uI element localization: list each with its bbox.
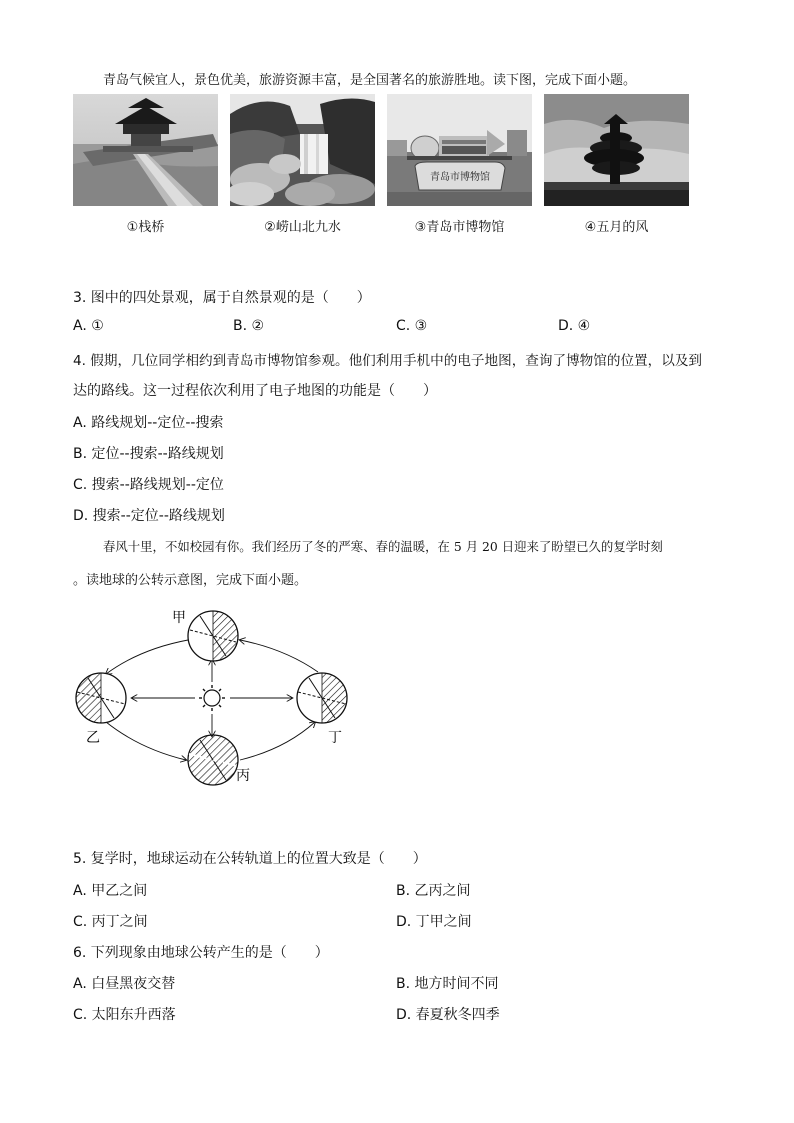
photo-caption-3: ③青岛市博物馆: [414, 220, 505, 235]
q5-option-b[interactable]: B. 乙丙之间: [396, 883, 471, 899]
label-ding: 丁: [328, 730, 342, 746]
earth-position-yi: [76, 673, 126, 723]
question-3-stem: 3. 图中的四处景观，属于自然景观的是（ ）: [73, 290, 371, 306]
photo-caption-2: ②崂山北九水: [264, 220, 341, 235]
q4-option-a[interactable]: A. 路线规划--定位--搜索: [73, 415, 224, 431]
museum-sign-text: 青岛市博物馆: [430, 172, 490, 183]
earth-position-jia: [188, 611, 238, 661]
label-bing: 丙: [236, 768, 250, 784]
sun-icon: [199, 685, 225, 711]
q3-option-c[interactable]: C. ③: [396, 318, 428, 334]
q3-option-d[interactable]: D. ④: [558, 318, 591, 334]
waterfall-photo: [230, 94, 375, 206]
q6-option-a[interactable]: A. 白昼黑夜交替: [73, 976, 176, 992]
question-6-stem: 6. 下列现象由地球公转产生的是（ ）: [73, 945, 329, 961]
q4-option-c[interactable]: C. 搜索--路线规划--定位: [73, 477, 224, 493]
q5-option-c[interactable]: C. 丙丁之间: [73, 914, 148, 930]
q5-option-d[interactable]: D. 丁甲之间: [396, 914, 472, 930]
q6-option-c[interactable]: C. 太阳东升西落: [73, 1007, 176, 1023]
photo-caption-1: ①栈桥: [126, 220, 165, 235]
earth-position-ding: [297, 673, 347, 723]
intro-text-2-line1: 春风十里，不如校园有你。我们经历了冬的严寒、春的温暖，在 5 月 20 日迎来了盼望已久的复学时刻: [103, 539, 663, 554]
earth-position-bing: [188, 735, 238, 785]
question-5-stem: 5. 复学时，地球运动在公转轨道上的位置大致是（ ）: [73, 851, 427, 867]
museum-photo: [387, 94, 532, 206]
intro-text-2-line2: 。读地球的公转示意图，完成下面小题。: [73, 573, 308, 588]
q6-option-b[interactable]: B. 地方时间不同: [396, 976, 499, 992]
photo-caption-4: ④五月的风: [584, 220, 649, 235]
q4-option-d[interactable]: D. 搜索--定位--路线规划: [73, 508, 225, 524]
intro-text-1: 青岛气候宜人，景色优美，旅游资源丰富，是全国著名的旅游胜地。读下图，完成下面小题。: [103, 73, 637, 88]
q3-option-a[interactable]: A. ①: [73, 318, 104, 334]
q3-option-b[interactable]: B. ②: [233, 318, 265, 334]
label-jia: 甲: [172, 610, 186, 626]
q6-option-d[interactable]: D. 春夏秋冬四季: [396, 1007, 500, 1023]
q4-option-b[interactable]: B. 定位--搜索--路线规划: [73, 446, 224, 462]
q5-option-a[interactable]: A. 甲乙之间: [73, 883, 148, 899]
question-4-stem-line2: 达的路线。这一过程依次利用了电子地图的功能是（ ）: [73, 383, 437, 399]
question-4-stem-line1: 4. 假期，几位同学相约到青岛市博物馆参观。他们利用手机中的电子地图，查询了博物馆的位置，以及到: [73, 353, 703, 369]
sculpture-photo: [544, 94, 689, 206]
label-yi: 乙: [86, 730, 100, 746]
pier-photo: [73, 94, 218, 206]
earth-revolution-diagram: [70, 604, 360, 794]
